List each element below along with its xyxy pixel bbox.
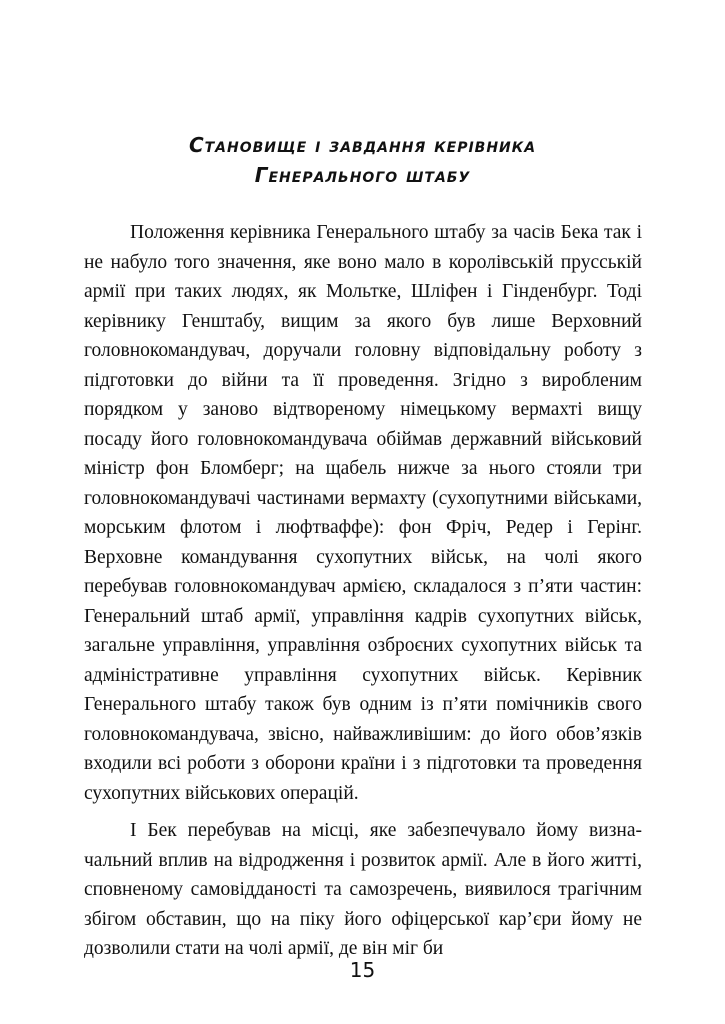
body-text — [84, 218, 642, 972]
chapter-title-line-2: Генерального штабу — [254, 163, 471, 188]
page-number: 15 — [349, 958, 376, 982]
chapter-title-line-1: Становище і завдання керівника — [188, 133, 537, 158]
paragraph: Положення керівника Генерального штабу за часів Бека так і не набуло того значення, яке воно мало в королівській прусській армії при таких людях, як Мольтке, Шліфен і Гінденбург. Тоді керівнику Генштабу, вищим за якого був лише Верховний головнокомандувач, доручали головну відповідальну роботу з підготовки до війни та її проведення. Згідно з виробленим порядком у заново відтвореному німецькому вермахті вищу посаду його головнокомандувача обіймав державний військовий міністр фон Бломберг; на щабель нижче за нього стояли три головнокомандувачі частинами вермахту (сухопутними військами, морським флотом і люфтваффе): фон Фріч, Редер і Герінг. Верховне командування сухопутних військ, на чолі якого перебував головнокомандувач армією, складалося з п’яти частин: Генеральний штаб армії, управління кадрів сухопутних військ, загальне управління, управління озброєних сухопутних військ та адміністративне управління сухопутних військ. Керівник Генерального штабу також був одним із п’яти помічників свого головнокомандувача, звісно, найважливішим: до його обов’язків входили всі роботи з оборони країни і з підготовки та проведення сухопутних військових операцій. — [84, 222, 642, 804]
chapter-title — [0, 130, 725, 190]
paragraph: І Бек перебував на місці, яке забезпечувало йому визначальний вплив на відродження і розвиток армії. Але в його житті, сповненому самовідданості та самозречень, виявилося трагічним збігом обставин, що на піку його офіцерської кар’єри йому не дозволили стати на чолі армії, де він міг би — [84, 820, 642, 959]
